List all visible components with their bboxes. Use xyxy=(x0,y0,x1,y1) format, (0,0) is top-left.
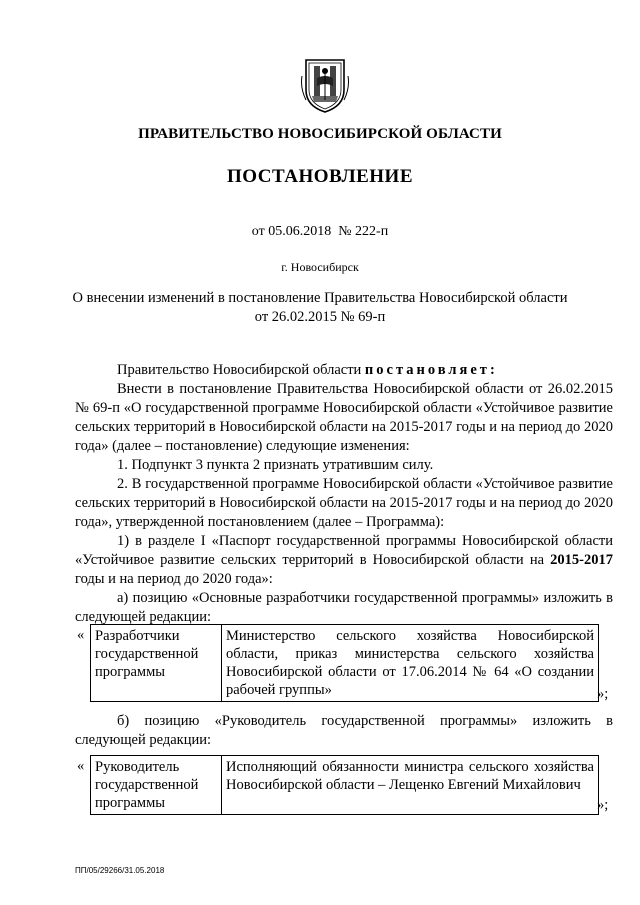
document-body-continued xyxy=(75,712,613,750)
table-cell-label: Руководитель государственной программы xyxy=(91,756,222,815)
footer-code: ПП/05/29266/31.05.2018 xyxy=(75,866,165,875)
document-subject xyxy=(0,289,640,327)
paragraph-position-b: б) позицию «Руководитель государственной программы» изложить в следующей редакции: xyxy=(75,713,613,748)
table2-close-quote: »; xyxy=(597,797,609,813)
table-row xyxy=(91,625,599,702)
table2-open-quote: « xyxy=(77,758,85,774)
table1-close-quote: »; xyxy=(597,686,609,702)
paragraph-amend: Внести в постановление Правительства Новосибирской области от 26.02.2015 № 69-п «О государственной программе Новосибирской области «Устойчивое развитие сельских территорий в Новосибирской области на 2015-2017 годы и на период до 2020 года» (далее – постановление) следующие изменения: xyxy=(75,381,613,454)
subject-line-2: от 26.02.2015 № 69-п xyxy=(254,309,386,325)
table-row xyxy=(91,756,599,815)
subject-line-1: О внесении изменений в постановление Правительства Новосибирской области xyxy=(72,290,568,306)
document-date-number: от 05.06.2018 № 222-п xyxy=(251,224,389,239)
table1-open-quote: « xyxy=(77,627,85,643)
table-developers xyxy=(90,624,599,702)
paragraph-item-2: 2. В государственной программе Новосибирской области «Устойчивое развитие сельских территорий в Новосибирской области на 2015-2017 годы и на период до 2020 года», утвержденной постановлением (далее – Программа): xyxy=(75,476,613,530)
paragraph-subitem-1: 1) в разделе I «Паспорт государственной программы Новосибирской области «Устойчивое развитие сельских территорий в Новосибирской области на 2015-2017 годы и на период до 2020 года»: xyxy=(75,533,613,587)
table-cell-label: Разработчики государственной программы xyxy=(91,625,222,702)
paragraph-item-1: 1. Подпункт 3 пункта 2 признать утратившим силу. xyxy=(117,457,434,473)
document-city: г. Новосибирск xyxy=(281,260,359,274)
table-cell-value: Исполняющий обязанности министра сельского хозяйства Новосибирской области – Лещенко Евгений Михайлович xyxy=(222,756,599,815)
document-title: ПОСТАНОВЛЕНИЕ xyxy=(226,166,414,187)
organization-name: ПРАВИТЕЛЬСТВО НОВОСИБИРСКОЙ ОБЛАСТИ xyxy=(138,126,502,142)
document-body xyxy=(75,361,613,627)
coat-of-arms-icon xyxy=(300,56,350,114)
table-cell-value: Министерство сельского хозяйства Новосибирской области, приказ министерства сельского хозяйства Новосибирской области от 17.06.2014 № 64 «О создании рабочей группы» xyxy=(222,625,599,702)
paragraph-position-a: а) позицию «Основные разработчики государственной программы» изложить в следующей редакции: xyxy=(75,590,613,625)
table-head xyxy=(90,755,599,815)
intro-paragraph: Правительство Новосибирской области постановляет: xyxy=(117,362,495,378)
